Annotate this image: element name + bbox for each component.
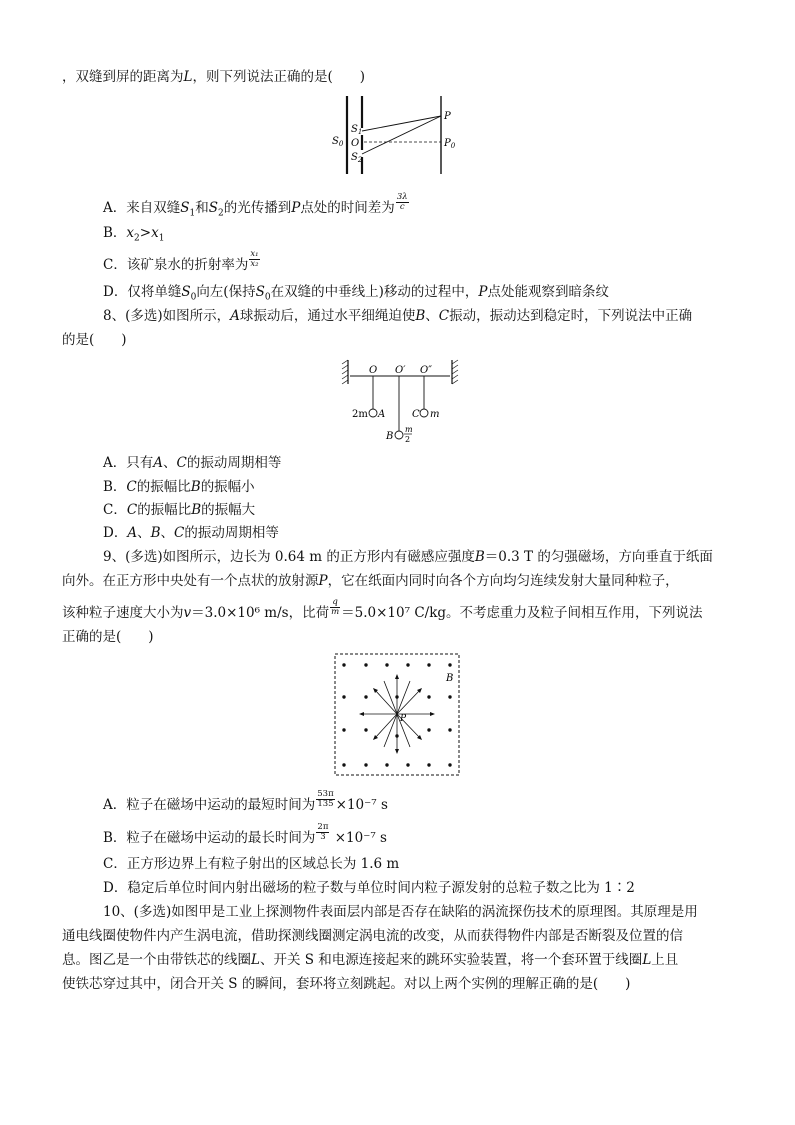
q9-magnetic-field-figure <box>334 653 461 777</box>
svg-text:A: A <box>378 409 386 420</box>
q8-pendulum-figure <box>340 358 465 446</box>
q7-option-d[interactable]: D．仅将单缝$S_0$向左(保持$S_0$在双缝的中垂线上)移动的过程中，P点处能观察到暗条纹 <box>103 284 609 303</box>
svg-text:2: 2 <box>405 435 411 444</box>
q9-stem-line1: 9、(多选)如图所示，边长为 0.64 m 的正方形内有磁感应强度B＝0.3 T 的匀强磁场，方向垂直于纸面 <box>103 549 713 565</box>
q10-stem-line1: 10、(多选)如图甲是工业上探测物件表面层内部是否存在缺陷的涡流探伤技术的原理图。其原理是用 <box>103 904 698 920</box>
q9-a-fraction: $\frac{53\pi}{135}$ <box>317 789 334 809</box>
q10-stem-line4: 使铁芯穿过其中，闭合开关 S 的瞬间，套环将立刻跳起。对以上两个实例的理解正确的是( ) <box>62 976 631 992</box>
svg-text:2m: 2m <box>352 409 368 420</box>
svg-text:m: m <box>405 425 413 434</box>
q8-option-d[interactable]: D．A、B、C的振动周期相等 <box>103 525 279 541</box>
svg-text:O′: O′ <box>395 365 406 376</box>
svg-text:P0: $P_0$ <box>444 138 456 150</box>
q9-stem-line4: 正确的是( ) <box>62 629 154 645</box>
q9-stem-line3: 该种粒子速度大小为v＝3.0×10⁶ m/s，比荷 $\frac{q}{m}$ ＝5.0×10⁷ C/kg。不考虑重力及粒子间相互作用，下列说法 <box>62 597 703 621</box>
q7-c-fraction: $\frac{\text{x₁}}{\text{x₂}}$ <box>250 249 259 269</box>
velocity-arrows <box>362 677 432 751</box>
q9-b-fraction: $\frac{2\pi}{3}$ <box>317 822 329 842</box>
q9-charge-mass-fraction: $\frac{q}{m}$ <box>331 597 340 617</box>
q8-stem-line1: 8、(多选)如图所示，A球振动后，通过水平细绳迫使B、C振动，振动达到稳定时，下列说法中正确 <box>103 308 693 324</box>
q8-option-c[interactable]: C．C的振幅比B的振幅大 <box>103 502 256 518</box>
q10-stem-line2: 通电线圈使物件内产生涡电流，借助探测线圈测定涡电流的改变，从而获得物件内部是否断裂及位置的信 <box>62 928 683 944</box>
svg-text:O: O <box>351 138 360 149</box>
q8-option-b[interactable]: B．C的振幅比B的振幅小 <box>103 479 255 495</box>
svg-text:S2: $S_2$ <box>351 152 363 164</box>
q7-option-a[interactable]: A．来自双缝$S_1$和$S_2$的光传播到P点处的时间差为 $\frac{3\lambda}{c}$ <box>103 192 408 219</box>
q7-double-slit-figure <box>330 94 465 176</box>
q7-option-b[interactable]: B．$x_2>x_1$ <box>103 225 165 244</box>
q9-option-b[interactable]: B．粒子在磁场中运动的最长时间为 $\frac{2\pi}{3}$ ×10⁻⁷ s <box>103 822 387 846</box>
q9-option-a[interactable]: A．粒子在磁场中运动的最短时间为 $\frac{53\pi}{135}$ ×10⁻⁷ s <box>103 789 388 813</box>
q9-option-d[interactable]: D．稳定后单位时间内射出磁场的粒子数与单位时间内粒子源发射的总粒子数之比为 1∶2 <box>103 880 635 896</box>
svg-text:m: m <box>430 409 440 420</box>
svg-text:B: B <box>386 431 394 442</box>
q9-stem-line2: 向外。在正方形中央处有一个点状的放射源P，它在纸面内同时向各个方向均匀连续发射大量同种粒子， <box>62 573 679 589</box>
svg-text:O: O <box>369 365 378 376</box>
svg-text:P: P <box>444 111 451 122</box>
q8-option-a[interactable]: A．只有A、C的振动周期相等 <box>103 455 282 471</box>
svg-text:C: C <box>412 409 420 420</box>
svg-text:S1: $S_1$ <box>351 124 363 136</box>
q7-option-c[interactable]: C．该矿泉水的折射率为 $\frac{\text{x₁}}{\text{x₂}}$ <box>103 249 259 273</box>
svg-text:P: P <box>400 714 407 724</box>
q9-option-c[interactable]: C．正方形边界上有粒子射出的区域总长为 1.6 m <box>103 856 400 872</box>
svg-text:S0: $S_0$ <box>332 136 344 148</box>
q8-stem-line2: 的是( ) <box>62 332 127 348</box>
svg-text:B: B <box>446 673 454 684</box>
q10-stem-line3: 息。图乙是一个由带铁芯的线圈L、开关 S 和电源连接起来的跳环实验装置，将一个套环置于线圈L上且 <box>62 952 679 968</box>
svg-text:O″: O″ <box>420 365 432 376</box>
q7-a-fraction: $\frac{3\lambda}{c}$ <box>396 192 408 212</box>
q7-stem: ，双缝到屏的距离为L，则下列说法正确的是( ) <box>62 69 366 85</box>
